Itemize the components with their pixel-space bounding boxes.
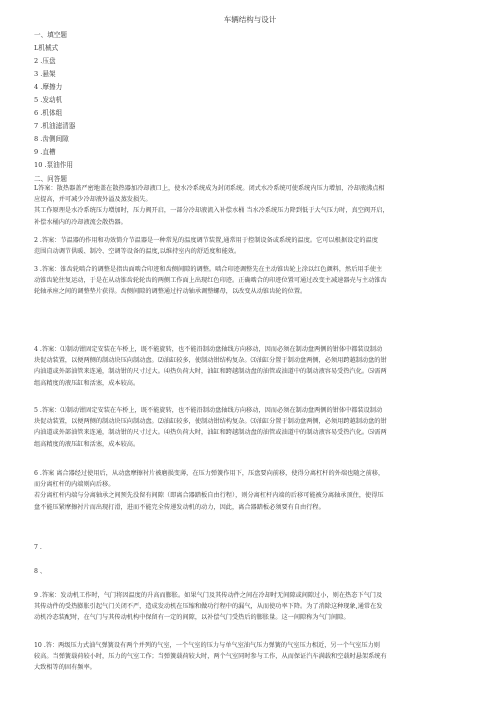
fill-item: L机械式 [34,44,59,52]
answer-10: 10 .答：两级压力式油气弹簧设有两个并列的气室，一个气室的压力与单气室油气压力弹簧的气室压力相近，另一个气室压力则 较高。当弹簧载荷较小时，压力的气室工作；当弹簧载荷较大时，两个气室同时参与工作，从而保证汽车满载和空载时悬架系统有 大致相等的固有频率。 [34,642,387,672]
answer-8: 8 、 [34,568,47,575]
answer-6: 6 .答案 离合器经过使用后，从动盘摩擦衬片被磨损变薄，在压力弹簧作用下，压盘要向前移，使得分离杠杆的外端也随之前移， 而分离杠杆的内端则向后移。 若分离杠杆内端与分离轴承之间预先没留有间隙（即离合器踏板自由行程），则分离杠杆内端的后移可能被分离轴承顶住，使得压 盘不能压紧摩擦衬片而出现打滑，进而不能完全传递发动机的动力，因此，离合器踏板必须要有自由行程。 [34,470,385,511]
answer-2: 2 .答案：节温器的作用和功效简介节温器是一种常见的温度调节装置,通常用于控制设备或系统的温度。它可以根据设定的温度 范围自动调节供暖、制冷、空调等设备的温度,以维持室内的舒适度和能效。 [34,237,378,256]
fill-item: 9 .直槽 [34,148,56,156]
fill-item: 5 .发动机 [34,96,63,104]
page-title: 车辆结构与设计 [223,15,277,24]
fill-item: 4 .摩擦力 [34,83,63,91]
answer-7: 7 . [34,544,42,551]
fill-item: 7 .机油滤清器 [34,122,76,130]
answer-5: 5 .答案：⑴制动钳固定安装在车桥上，既不能旋转，也不能沿制动盘轴线方向移动，因而必须在制动盘两侧的钳体中都装设制动 块促动装置，以便两侧的制动块压向制动盘。⑵油缸较多，使制动钳结构复杂。⑶油缸分置于制动盘两侧，必须用跨越制动盘的钳 内油道或外部油管来连通，制动钳的尺寸过大。⑷热负荷大时，油缸和跨越制动盘的油管或油道中的制动液容易受热汽化。⑸需两 组高精度的液压缸和活塞，成本较高。 [34,407,387,448]
fill-section-heading: 一、填空题 [34,31,67,39]
qa-section-heading: 二、问答题 [34,175,67,183]
fill-item: 2 .压盘 [34,57,56,65]
answer-9: 9 .答案：发动机工作时，气门将因温度的升高而膨胀。如果气门及其传动件之间在冷却时无间隙或间隙过小，则在热态下气门及 其传动件的受热膨胀引起气门关闭不严，造成发动机在压缩和做功行程中的漏气，从而使功率下降。为了消除这种现象,通常在发 动机冷态装配时，在气门与其传动机构中保留有一定的间隙，以补偿气门受热后的膨胀量。这一间隙称为气门间隙。 [34,592,383,622]
fill-item: 3 .悬架 [34,70,56,78]
fill-item: 10 .泵油作用 [34,161,73,169]
answer-4: 4 .答案：⑴制动钳固定安装在车桥上，既不能旋转，也不能沿制动盘轴线方向移动，因而必须在制动盘两侧的钳体中都装设制动 块促动装置，以便两侧的制动块压向制动盘。⑵油缸较多，使制动钳结构复杂。⑶油缸分置于制动盘两侧，必须用跨越制动盘的钳 内油道或外部油管来连通，制动钳的尺寸过大。⑷热负荷大时，油缸和跨越制动盘的油管或油道中的制动液容易受热汽化。⑸需两 组高精度的液压缸和活塞，成本较高。 [34,346,387,387]
fill-item: 8 .齿侧间隙 [34,135,69,143]
fill-item: 6 .机体组 [34,109,63,117]
answer-3: 3 .答案：锥齿轮啮合的调整是指齿面啮合印迹和齿侧间隙的调整。啮合印迹调整先在主动锥齿轮上涂以红色颜料，然后用手使主 动锥齿轮往复运动，于是在从动锥齿轮轮齿的两侧工作面上出现红色印迹。正确啮合的印迹位置可通过改变主减速器壳与主动锥齿 轮轴承座之间的调整垫片获得。齿侧间隙的调整通过拧动轴承调整螺母，以改变从动锥齿轮的位置。 [34,266,387,296]
answer-1: L答案：散热器盖严密地盖在散热器加冷却液口上，使水冷系统成为封闭系统。闭式水冷系统可使系统内压力增加，冷却液沸点相 应提高，并可减少冷却液外溢及蒸发损失。 其工作原理是水冷系统压力增加时，压力阀开启，一部分冷却液流入补偿水桶 当水冷系统压力降到低于大气压力时，真空阀开启， 补偿水桶内的冷却液流会散热器。 [34,185,389,226]
